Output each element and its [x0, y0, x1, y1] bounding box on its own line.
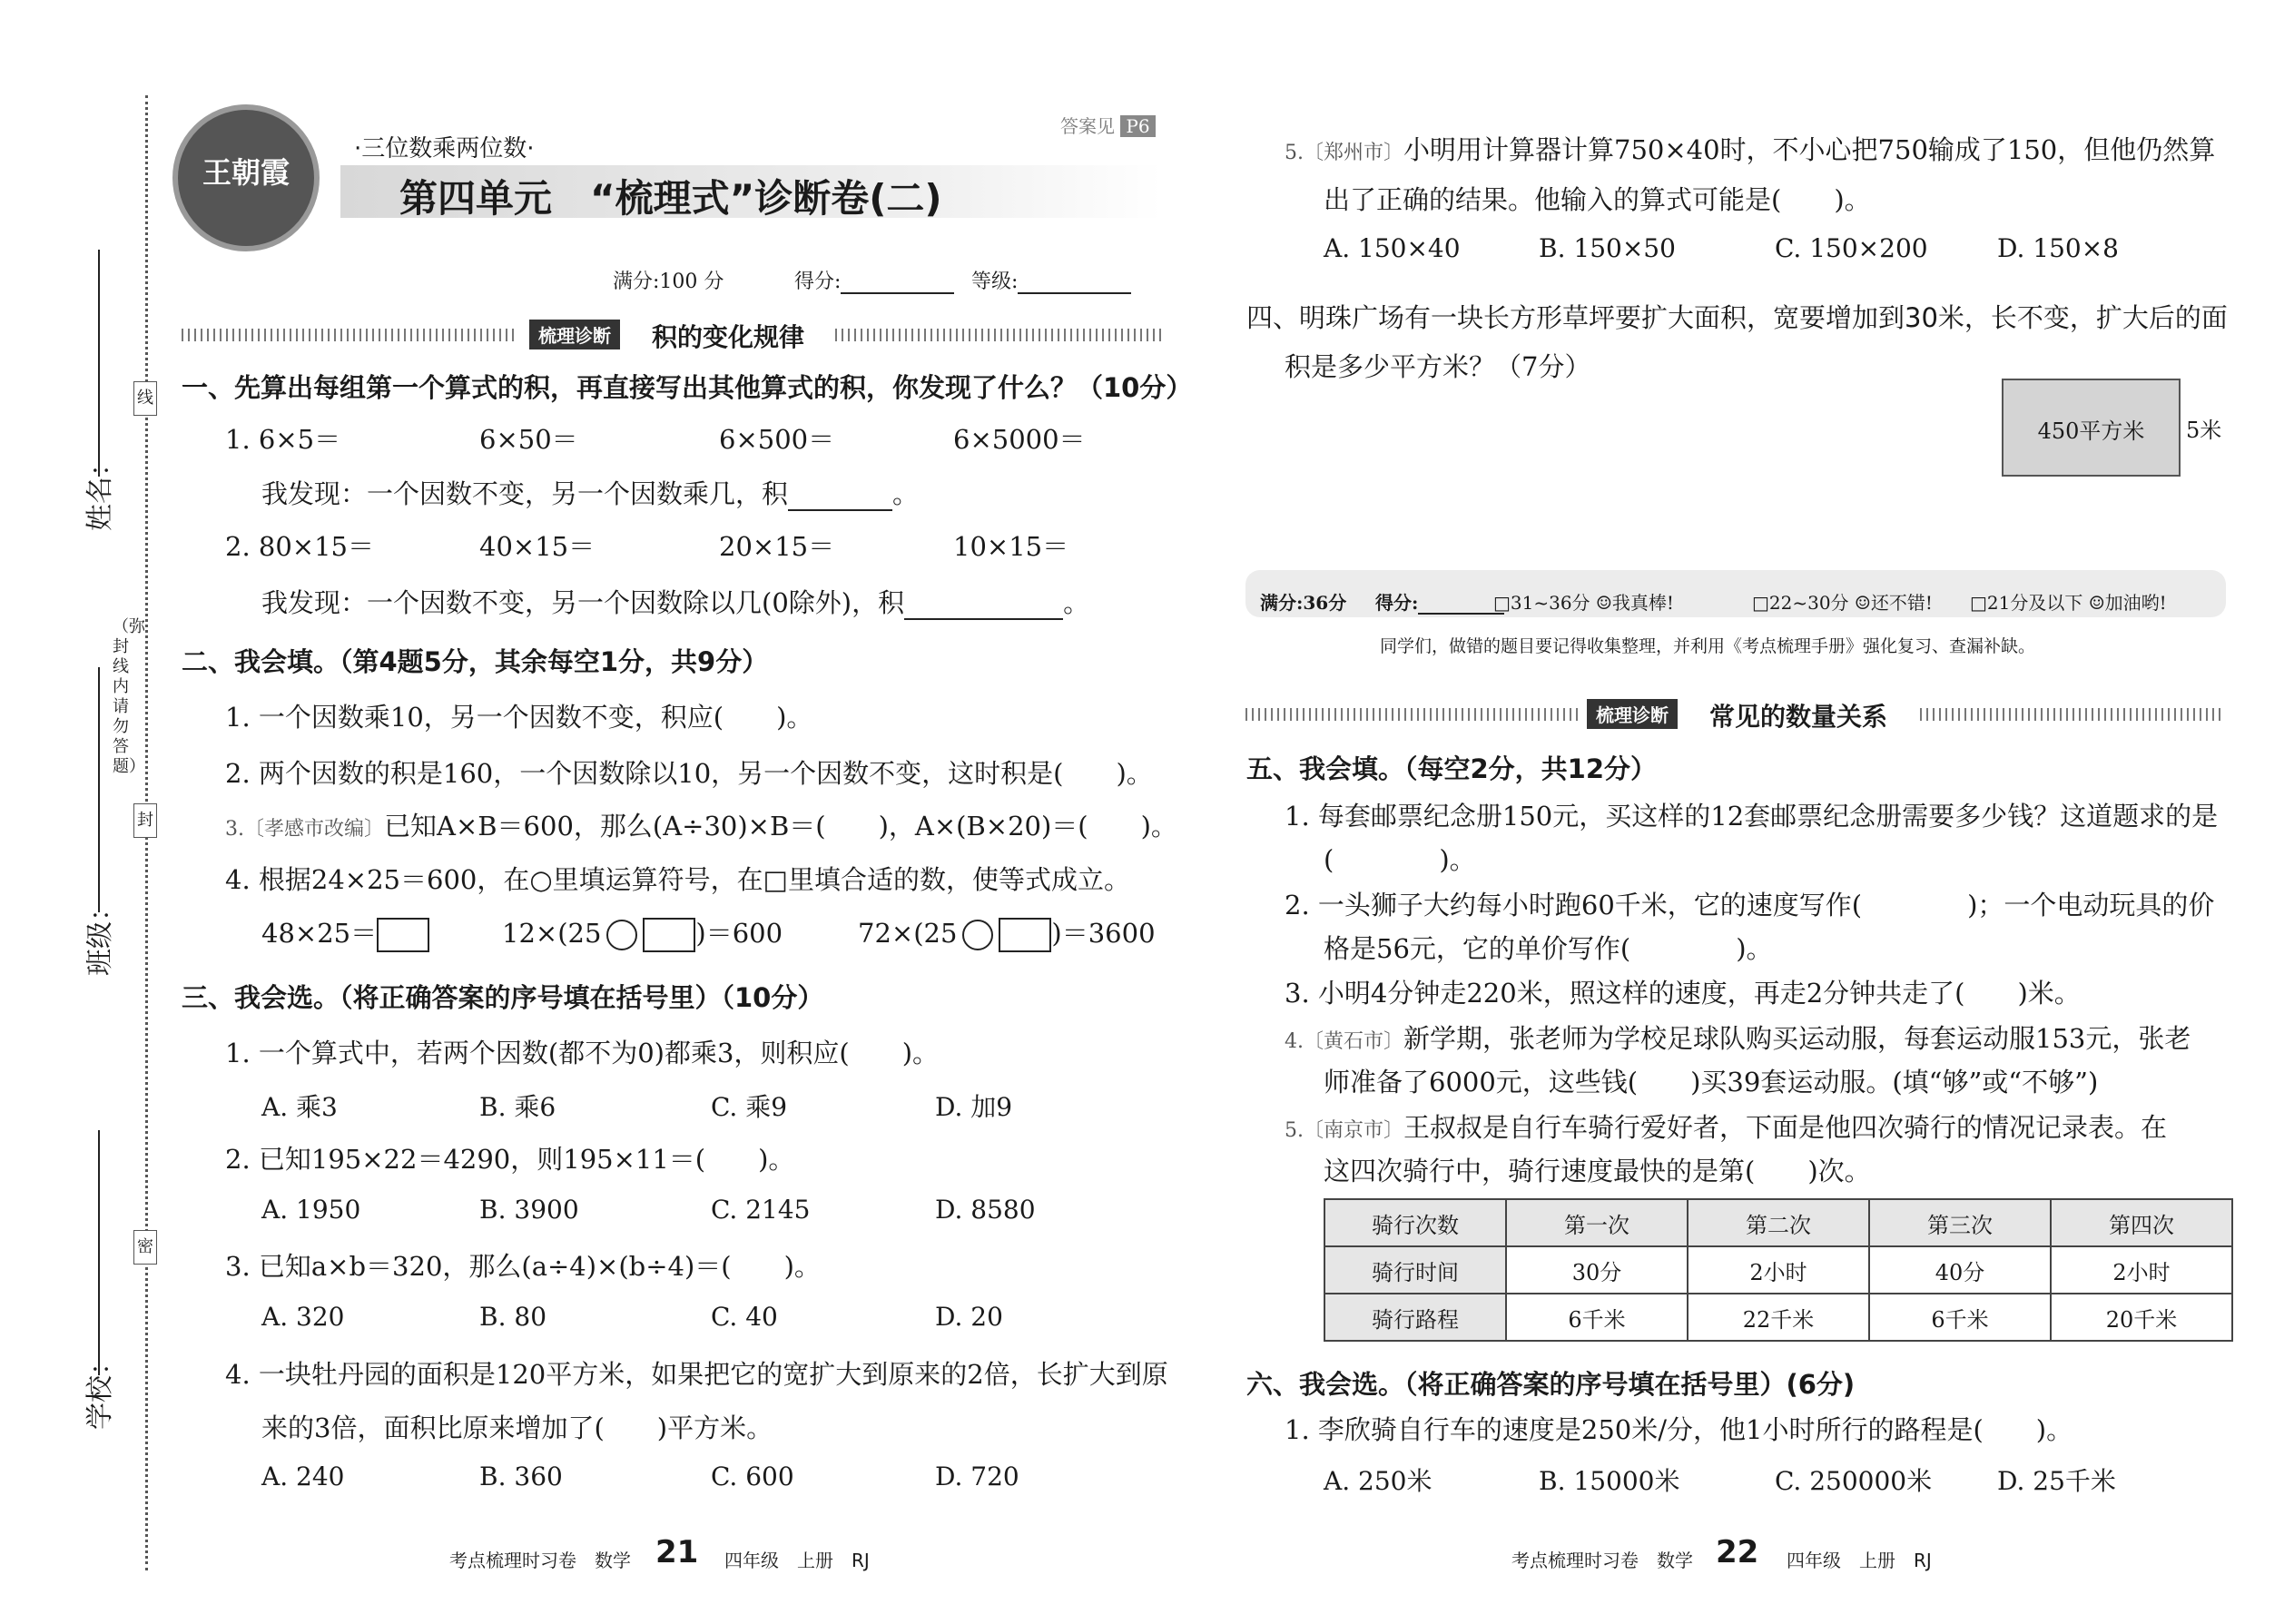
q2-equation-2 [502, 913, 783, 952]
brand-logo [172, 104, 320, 251]
left-footer-series: 考点梳理时习卷 数学 [449, 1550, 631, 1571]
q1-finding-2: 我发现：一个因数不变，另一个因数除以几(0除外)，积 。 [261, 587, 1090, 618]
answer-ref-label: 答案见 [1060, 115, 1115, 137]
q3-1-option-a[interactable]: A. 乘3 [261, 1092, 338, 1122]
q3-2-option-b[interactable]: B. 3900 [479, 1195, 579, 1225]
brand-logo-text: 王朝霞 [202, 155, 290, 190]
q1-title: 一、先算出每组第一个算式的积，再直接写出其他算式的积，你发现了什么？（10分） [182, 372, 1193, 403]
q5-item-2a: 2. 一头狮子大约每小时跑60千米，它的速度写作( )；一个电动玩具的价 [1285, 890, 2215, 920]
rating-low-range: □21分及以下 [1970, 592, 2083, 614]
table-row [1324, 1246, 2232, 1294]
seal-mark-line: 线 [133, 381, 157, 416]
table-cell: 第二次 [1688, 1199, 1869, 1246]
q5-item-3: 3. 小明4分钟走220米，照这样的速度，再走2分钟共走了( )米。 [1285, 978, 2081, 1009]
table-row [1324, 1294, 2232, 1341]
table-cell: 第三次 [1869, 1199, 2051, 1246]
q3-1-option-c[interactable]: C. 乘9 [711, 1092, 788, 1122]
q2-item-3-tag: 3.〔孝感市改编〕 [225, 818, 384, 841]
table-cell: 骑行路程 [1324, 1294, 1506, 1341]
school-field[interactable] [98, 1130, 100, 1375]
left-page-number: 21 [655, 1534, 699, 1570]
q5-title: 五、我会填。（每空2分，共12分） [1246, 753, 1658, 784]
cheer-face-icon: ☺ [2088, 592, 2105, 614]
q5-item-5b: 这四次骑行中，骑行速度最快的是第( )次。 [1324, 1156, 1871, 1186]
section-rule-left-b [835, 329, 1162, 341]
q2-equation-3 [858, 913, 1156, 952]
q3-item-2: 2. 已知195×22＝4290，则195×11＝( )。 [225, 1144, 795, 1175]
q6-option-a[interactable]: A. 250米 [1324, 1466, 1433, 1496]
seal-mark-secret: 密 [133, 1230, 157, 1265]
q3-item-5a [1285, 130, 2215, 167]
score-label: 得分: [794, 271, 842, 293]
q1-eq-7: 20×15＝ [719, 531, 835, 562]
q6-option-d[interactable]: D. 25千米 [1997, 1466, 2116, 1496]
section-rule-left-a [182, 329, 517, 341]
q5-item-1b: ( )。 [1324, 844, 1476, 875]
section-full-score: 满分:36分 [1260, 592, 1347, 614]
section-rule-right-a [1245, 708, 1581, 721]
q1-eq-4: 6×5000＝ [953, 424, 1086, 455]
section-score-label: 得分: [1375, 592, 1419, 614]
q2-eq2-suffix: )＝600 [695, 918, 783, 949]
q3-item-3: 3. 已知a×b＝320，那么(a÷4)×(b÷4)＝( )。 [225, 1251, 821, 1282]
q4-line-1: 四、明珠广场有一块长方形草坪要扩大面积，宽要增加到30米，长不变，扩大后的面 [1246, 302, 2228, 333]
q2-item-3-text: 已知A×B＝600，那么(A÷30)×B＝( )，A×(B×20)＝( )。 [384, 811, 1177, 842]
q2-eq2-prefix: 12×(25 [502, 918, 602, 949]
q3-2-option-d[interactable]: D. 8580 [935, 1195, 1036, 1225]
q2-eq1-text: 48×25＝ [261, 918, 378, 949]
q2-eq3-circle[interactable] [962, 920, 993, 950]
q3-2-option-c[interactable]: C. 2145 [711, 1195, 811, 1225]
table-cell: 第四次 [2051, 1199, 2232, 1246]
q3-2-option-a[interactable]: A. 1950 [261, 1195, 361, 1225]
q2-item-1: 1. 一个因数乘10，另一个因数不变，积应( )。 [225, 702, 813, 733]
q3-item-5b: 出了正确的结果。他输入的算式可能是( )。 [1324, 184, 1871, 215]
full-score: 满分:100 分 [613, 271, 724, 293]
table-header-row [1324, 1199, 2232, 1246]
q1-finding-1-text: 我发现：一个因数不变，另一个因数乘几，积 [261, 478, 789, 509]
q2-eq3-prefix: 72×(25 [858, 918, 958, 949]
table-cell: 22千米 [1688, 1294, 1869, 1341]
riding-table [1324, 1198, 2233, 1342]
seal-note: （弥封线内请勿答题） [113, 617, 145, 776]
q3-item-1: 1. 一个算式中，若两个因数(都不为0)都乘3，则积应( )。 [225, 1038, 940, 1068]
q5-item-5a-text: 王叔叔是自行车骑行爱好者，下面是他四次骑行的情况记录表。在 [1403, 1112, 2168, 1143]
q5-item-2b: 格是56元，它的单价写作( )。 [1324, 933, 1773, 964]
rating-mid[interactable] [1752, 588, 1933, 615]
class-field[interactable] [98, 667, 100, 912]
grade-field[interactable] [971, 266, 1131, 294]
q3-item-4a: 4. 一块牡丹园的面积是120平方米，如果把它的宽扩大到原来的2倍，长扩大到原 [225, 1359, 1168, 1390]
q1-eq-2: 6×50＝ [479, 424, 578, 455]
q4-line-2: 积是多少平方米？（7分） [1285, 351, 1591, 382]
section-title-2: 常见的数量关系 [1709, 702, 1888, 732]
lawn-rectangle [2002, 379, 2181, 477]
q2-item-2: 2. 两个因数的积是160，一个因数除以10，另一个因数不变，这时积是( )。 [225, 758, 1153, 789]
rating-low[interactable] [1970, 588, 2167, 615]
q2-eq2-box[interactable] [643, 918, 695, 952]
q6-option-c[interactable]: C. 250000米 [1775, 1466, 1933, 1496]
q3-3-option-c[interactable]: C. 40 [711, 1302, 778, 1332]
table-cell: 骑行时间 [1324, 1246, 1506, 1294]
class-label: 班级： [84, 894, 116, 976]
table-cell: 第一次 [1506, 1199, 1688, 1246]
right-footer-series: 考点梳理时习卷 数学 [1511, 1550, 1693, 1571]
rating-high-range: □31~36分 [1493, 592, 1590, 614]
name-label: 姓名： [84, 449, 116, 531]
q5-item-4a-text: 新学期，张老师为学校足球队购买运动服，每套运动服153元，张老 [1403, 1023, 2191, 1054]
section-badge-2: 梳理诊断 [1587, 699, 1678, 729]
q2-item-3 [225, 806, 1177, 843]
q5-item-5-tag: 5.〔南京市〕 [1285, 1119, 1403, 1142]
table-cell: 骑行次数 [1324, 1199, 1506, 1246]
q5-item-4-tag: 4.〔黄石市〕 [1285, 1030, 1403, 1053]
q3-1-option-d[interactable]: D. 加9 [935, 1092, 1013, 1122]
right-page-number: 22 [1716, 1534, 1759, 1570]
q1-eq-8: 10×15＝ [953, 531, 1069, 562]
q5-item-1a: 1. 每套邮票纪念册150元，买这样的12套邮票纪念册需要多少钱？这道题求的是 [1285, 801, 2219, 832]
table-cell: 40分 [1869, 1246, 2051, 1294]
rating-high-msg: 我真棒! [1611, 592, 1674, 614]
q1-finding-1-blank[interactable] [788, 484, 892, 511]
q1-eq-3: 6×500＝ [719, 424, 835, 455]
q1-eq-1: 1. 6×5＝ [225, 424, 341, 455]
q2-title: 二、我会填。（第4题5分，其余每空1分，共9分） [182, 646, 769, 677]
rating-mid-range: □22~30分 [1752, 592, 1849, 614]
q1-finding-2-text: 我发现：一个因数不变，另一个因数除以几(0除外)，积 [261, 587, 905, 618]
page-title: 第四单元 “梳理式”诊断卷(二) [399, 176, 942, 221]
q2-equation-1 [261, 913, 429, 952]
q6-option-b[interactable]: B. 15000米 [1539, 1466, 1680, 1496]
answer-page-badge: P6 [1120, 115, 1155, 137]
q1-eq-6: 40×15＝ [479, 531, 596, 562]
answer-ref [1060, 112, 1156, 138]
table-cell: 6千米 [1869, 1294, 2051, 1341]
left-footer-grade: 四年级 上册 RJ [724, 1550, 870, 1571]
q1-finding-1: 我发现：一个因数不变，另一个因数乘几，积 。 [261, 478, 920, 509]
section-badge: 梳理诊断 [529, 320, 620, 349]
q3-5-option-a[interactable]: A. 150×40 [1324, 233, 1461, 263]
table-cell: 30分 [1506, 1246, 1688, 1294]
grade-label: 等级: [971, 271, 1019, 293]
q3-1-option-b[interactable]: B. 乘6 [479, 1092, 556, 1122]
table-cell: 6千米 [1506, 1294, 1688, 1341]
q3-5-option-b[interactable]: B. 150×50 [1539, 233, 1676, 263]
q2-eq3-box[interactable] [999, 918, 1051, 952]
q3-4-option-c[interactable]: C. 600 [711, 1462, 794, 1491]
q3-4-option-b[interactable]: B. 360 [479, 1462, 563, 1491]
right-footer-grade: 四年级 上册 RJ [1787, 1550, 1932, 1571]
lawn-area-label: 450平方米 [2037, 418, 2145, 444]
school-label: 学校： [84, 1348, 116, 1430]
score-field[interactable] [794, 266, 954, 294]
q2-eq1-box[interactable] [377, 918, 429, 952]
q6-title: 六、我会选。（将正确答案的序号填在括号里）(6分) [1246, 1369, 1856, 1400]
unit-subtitle: ·三位数乘两位数· [354, 135, 535, 162]
q3-5-option-c[interactable]: C. 150×200 [1775, 233, 1928, 263]
q3-4-option-a[interactable]: A. 240 [261, 1462, 345, 1491]
table-cell: 2小时 [1688, 1246, 1869, 1294]
q3-title: 三、我会选。（将正确答案的序号填在括号里）（10分） [182, 982, 824, 1013]
q5-item-4a [1285, 1019, 2191, 1056]
rating-mid-msg: 还不错! [1870, 592, 1933, 614]
q3-item-5a-text: 小明用计算器计算750×40时，不小心把750输成了150，但他仍然算 [1403, 134, 2216, 165]
table-cell: 2小时 [2051, 1246, 2232, 1294]
q5-item-5a [1285, 1107, 2167, 1145]
q6-item-1: 1. 李欣骑自行车的速度是250米/分，他1小时所行的路程是( )。 [1285, 1414, 2073, 1445]
q3-item-4b: 来的3倍，面积比原来增加了( )平方米。 [261, 1412, 773, 1443]
seal-mark-seal: 封 [133, 803, 157, 838]
q3-3-option-b[interactable]: B. 80 [479, 1302, 547, 1332]
q3-4-option-d[interactable]: D. 720 [935, 1462, 1019, 1491]
q3-3-option-d[interactable]: D. 20 [935, 1302, 1003, 1332]
neutral-face-icon: ☺ [1854, 592, 1871, 614]
rating-low-msg: 加油哟! [2104, 592, 2167, 614]
section-rule-right-b [1920, 708, 2224, 721]
section-title: 积的变化规律 [652, 322, 805, 352]
review-note: 同学们，做错的题目要记得收集整理，并利用《考点梳理手册》强化复习、查漏补缺。 [1380, 636, 2036, 656]
q3-5-option-d[interactable]: D. 150×8 [1997, 233, 2119, 263]
section-score-field[interactable] [1375, 588, 1504, 615]
q3-item-5-tag: 5.〔郑州市〕 [1285, 142, 1403, 164]
lawn-width-label: 5米 [2186, 418, 2222, 443]
smile-face-icon: ☺ [1595, 592, 1612, 614]
q3-3-option-a[interactable]: A. 320 [261, 1302, 345, 1332]
table-cell: 20千米 [2051, 1294, 2232, 1341]
q5-item-4b: 师准备了6000元，这些钱( )买39套运动服。(填“够”或“不够”) [1324, 1067, 2099, 1097]
q2-eq2-circle[interactable] [606, 920, 637, 950]
q1-finding-2-blank[interactable] [904, 593, 1063, 620]
q2-eq3-suffix: )＝3600 [1051, 918, 1156, 949]
name-field[interactable] [98, 250, 100, 477]
q2-item-4: 4. 根据24×25＝600，在○里填运算符号，在□里填合适的数，使等式成立。 [225, 864, 1131, 895]
q1-eq-5: 2. 80×15＝ [225, 531, 374, 562]
rating-high[interactable] [1493, 588, 1674, 615]
